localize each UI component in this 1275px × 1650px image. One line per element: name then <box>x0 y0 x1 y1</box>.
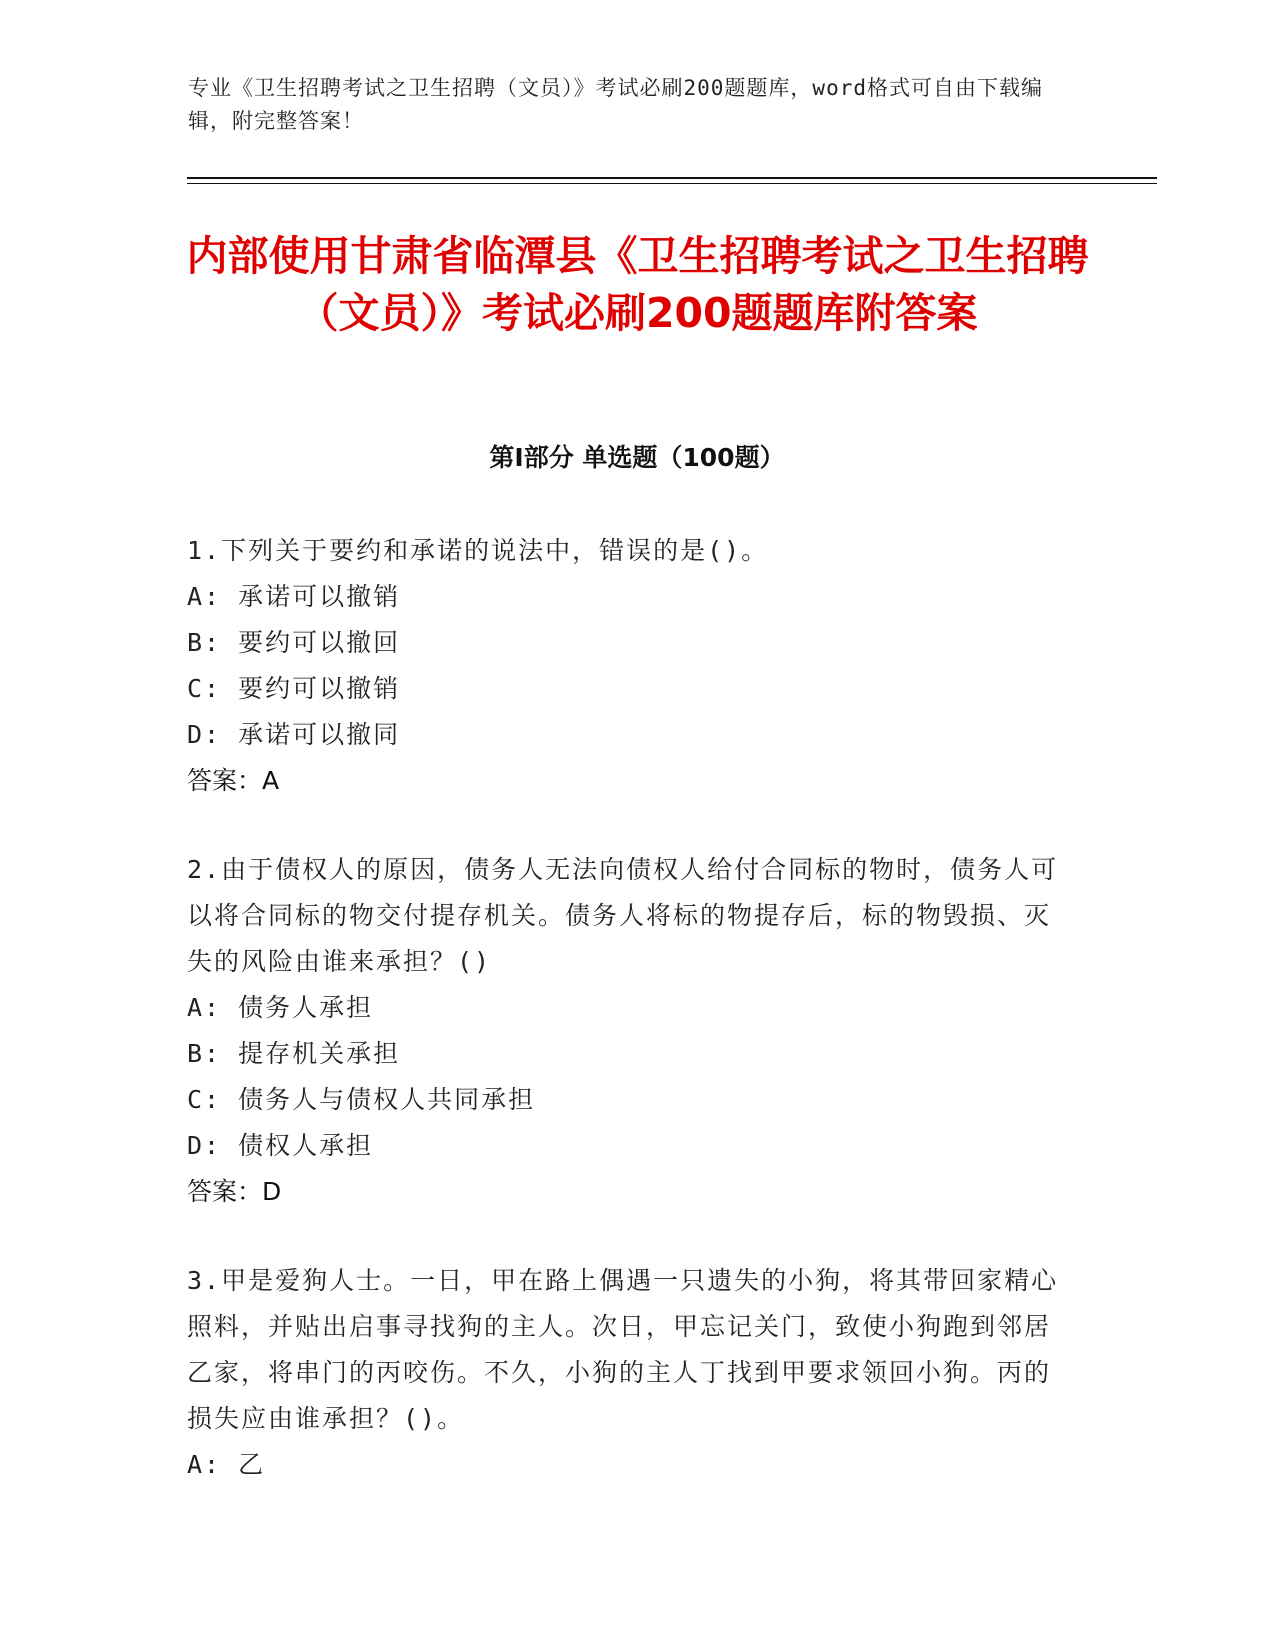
header-divider-thin <box>187 183 1157 184</box>
question-1 <box>187 528 1067 804</box>
answer: 答案：D <box>187 1177 282 1206</box>
question-2 <box>187 847 1067 1215</box>
option-b: B: 提存机关承担 <box>187 1039 401 1068</box>
option-d: D: 债权人承担 <box>187 1131 374 1160</box>
header-note: 专业《卫生招聘考试之卫生招聘（文员）》考试必刷200题题库，word格式可自由下载编辑，附完整答案！ <box>188 76 1043 133</box>
document-title: 内部使用甘肃省临潭县《卫生招聘考试之卫生招聘（文员）》考试必刷200题题库附答案 <box>186 232 1089 337</box>
question-list <box>187 528 1067 1531</box>
answer: 答案：A <box>187 766 280 795</box>
question-stem: 3.甲是爱狗人士。一日，甲在路上偶遇一只遗失的小狗，将其带回家精心照料，并贴出启事寻找狗的主人。次日，甲忘记关门，致使小狗跑到邻居乙家，将串门的丙咬伤。不久，小狗的主人丁找到甲要求领回小狗。丙的损失应由谁承担？()。 <box>187 1266 1059 1433</box>
option-a: A: 乙 <box>187 1450 266 1479</box>
option-c: C: 债务人与债权人共同承担 <box>187 1085 536 1114</box>
question-3 <box>187 1258 1067 1488</box>
option-d: D: 承诺可以撤同 <box>187 720 401 749</box>
option-b: B: 要约可以撤回 <box>187 628 401 657</box>
option-a: A: 债务人承担 <box>187 993 374 1022</box>
header-divider <box>187 177 1157 179</box>
section-title: 第Ⅰ部分 单选题（100题） <box>489 443 785 472</box>
question-stem: 2.由于债权人的原因，债务人无法向债权人给付合同标的物时，债务人可以将合同标的物交付提存机关。债务人将标的物提存后，标的物毁损、灭失的风险由谁来承担？() <box>187 855 1059 976</box>
question-stem: 1.下列关于要约和承诺的说法中，错误的是()。 <box>187 536 769 565</box>
option-c: C: 要约可以撤销 <box>187 674 401 703</box>
option-a: A: 承诺可以撤销 <box>187 582 401 611</box>
